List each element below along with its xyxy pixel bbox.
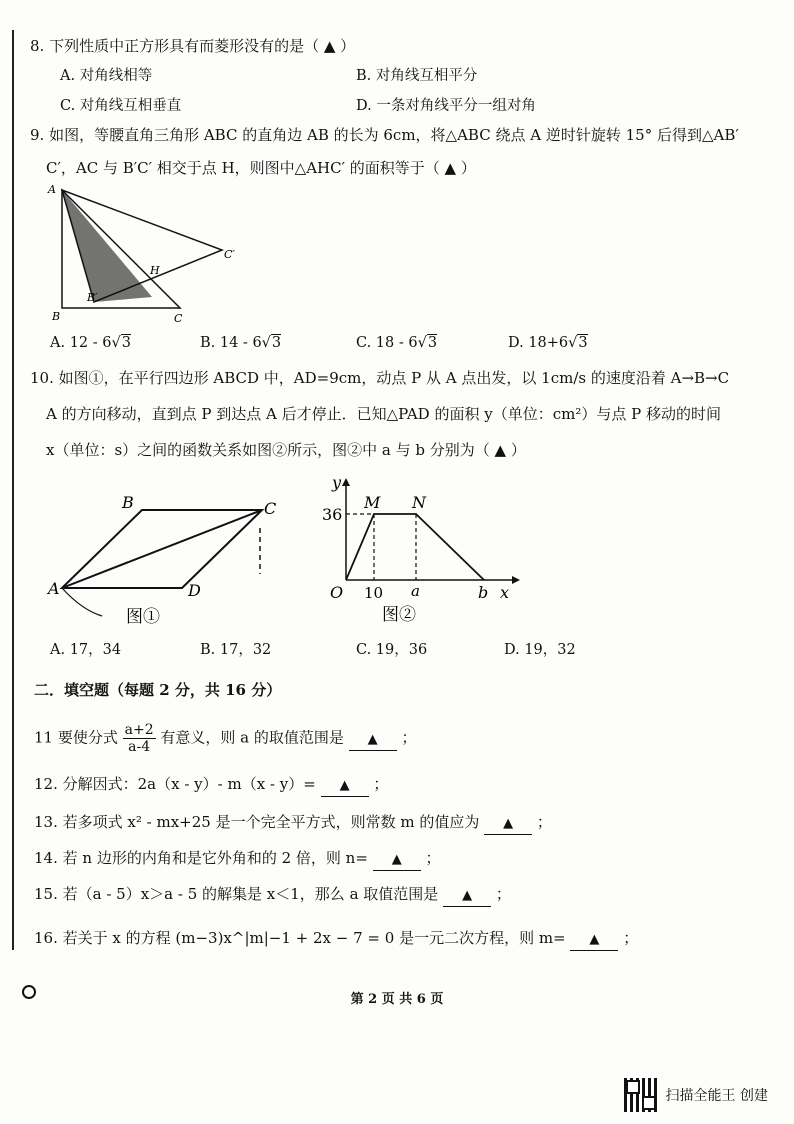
function-graph [346,514,484,580]
q10-line1: 10. 如图①，在平行四边形 ABCD 中，AD=9cm，动点 P 从 A 点出发，以 1cm/s 的速度沿着 A→B→C [30,369,730,387]
q16-blank[interactable]: ▲ [570,930,618,951]
caption-fig1: 图① [126,607,160,627]
label-n: N [412,493,426,512]
q9-option-b: B. 14 - 6√3 [200,335,282,351]
margin-line [12,30,14,950]
q12-blank[interactable]: ▲ [321,776,369,797]
label-b: B [52,310,61,323]
label-a: A [48,183,56,196]
qr-code-icon [624,1078,658,1112]
label-h: H [150,264,160,277]
q11: 11 要使分式 $\frac{a+2}{a-4}$ 有意义，则 a 的取值范围是 ▲ ； [34,722,417,755]
q9-line2: C′，AC 与 B′C′ 相交于点 H，则图中△AHC′ 的面积等于（ ▲ ） [46,159,476,177]
q10-line2: A 的方向移动，直到点 P 到达点 A 后才停止．已知△PAD 的面积 y（单位：cm²）与点 P 移动的时间 [46,405,721,423]
x-axis-arrow [512,576,520,584]
curve-mark [62,588,102,616]
label-b: B [122,493,134,512]
diagonal-ac [62,510,262,588]
q15: 15. 若（a - 5）x＞a - 5 的解集是 x＜1，那么 a 取值范围是 ▲ ； [34,884,511,907]
label-c: C [174,312,183,325]
q8-option-b: B. 对角线互相平分 [356,68,478,84]
label-y: y [332,474,342,492]
q16: 16. 若关于 x 的方程 (m−3)x^|m|−1 + 2x − 7 = 0 是一元二次方程，则 m= ▲ ； [34,928,638,951]
q10-option-d: D. 19，32 [504,642,576,658]
tick-10: 10 [364,584,384,602]
q13-blank[interactable]: ▲ [484,814,532,835]
label-c: C [264,499,277,518]
label-b-prime: B′ [87,291,98,304]
q10-option-c: C. 19，36 [356,642,428,658]
q12: 12. 分解因式：2a（x - y）- m（x - y）= ▲ ； [34,774,388,797]
tick-a: a [411,582,420,600]
scanner-text: 扫描全能王 创建 [665,1088,768,1104]
label-o: O [330,583,344,602]
label-d: D [188,581,201,600]
caption-fig2: 图② [382,605,416,625]
tick-36: 36 [322,505,343,524]
scanner-watermark [624,1078,768,1112]
section-heading: 二．填空题（每题 2 分，共 16 分） [34,681,282,699]
q10-option-b: B. 17，32 [200,642,272,658]
label-a: A [48,579,60,598]
q8-stem: 8. 下列性质中正方形具有而菱形没有的是（ ▲ ） [30,37,356,55]
q9-option-d: D. 18+6√3 [508,335,588,351]
q10-option-a: A. 17，34 [50,642,122,658]
y-axis-arrow [342,478,350,486]
q9-line1: 9. 如图，等腰直角三角形 ABC 的直角边 AB 的长为 6cm，将△ABC 绕点 A 逆时针旋转 15° 后得到△AB′ [30,126,739,144]
q8-option-a: A. 对角线相等 [60,68,153,84]
q8-option-d: D. 一条对角线平分一组对角 [356,98,536,114]
fraction: $\frac{a+2}{a-4}$ [124,722,154,755]
q10-figure1 [40,488,290,628]
label-c-prime: C′ [224,248,235,261]
page-footer: 第 2 页 共 6 页 [350,992,444,1007]
q11-blank[interactable]: ▲ [349,730,397,751]
q9-option-a: A. 12 - 6√3 [50,335,131,351]
q9-option-c: C. 18 - 6√3 [356,335,438,351]
q10-figure2 [310,474,520,634]
q14-blank[interactable]: ▲ [373,850,421,871]
q15-blank[interactable]: ▲ [443,886,491,907]
label-m: M [364,493,381,512]
q14: 14. 若 n 边形的内角和是它外角和的 2 倍，则 n= ▲ ； [34,848,440,871]
q13: 13. 若多项式 x² - mx+25 是一个完全平方式，则常数 m 的值应为 ▲ ； [34,812,552,835]
label-x: x [500,583,510,602]
q8-option-c: C. 对角线互相垂直 [60,98,182,114]
q9-figure [40,180,260,330]
tick-b: b [478,583,489,602]
q10-line3: x（单位：s）之间的函数关系如图②所示，图②中 a 与 b 分别为（ ▲ ） [46,441,526,459]
